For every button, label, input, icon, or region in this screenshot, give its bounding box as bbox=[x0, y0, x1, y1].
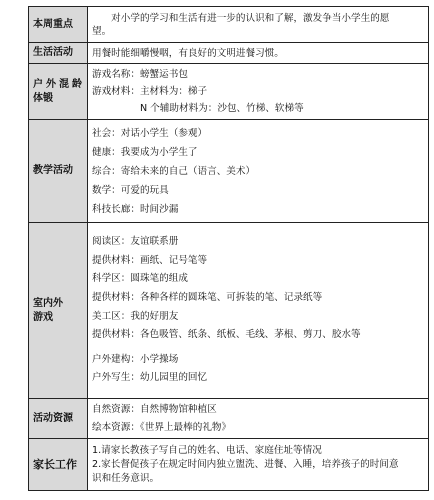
table-row bbox=[29, 439, 429, 491]
table-row bbox=[29, 223, 429, 399]
row-label-resources: 活动资源 bbox=[29, 399, 88, 439]
content-line: 绘本资源：《世界上最棒的礼物》 bbox=[92, 421, 232, 433]
label-line: 户外混龄 bbox=[33, 78, 85, 90]
row-content-teaching bbox=[88, 120, 429, 223]
label-line: 体锻 bbox=[33, 92, 53, 104]
content-line: 户外建构：小学操场 bbox=[92, 353, 179, 365]
label-line: 游戏 bbox=[33, 311, 53, 323]
content-line: 科技长廊：时间沙漏 bbox=[92, 203, 179, 215]
row-label-daily-life: 生活活动 bbox=[29, 43, 88, 64]
content-line: 提供材料：各色吸管、纸条、纸板、毛线、茅根、剪刀、胶水等 bbox=[92, 329, 361, 341]
content-line: 阅读区：友谊联系册 bbox=[92, 236, 179, 248]
content-line: 综合：寄给未来的自己（语言、美术） bbox=[92, 165, 256, 177]
table-row bbox=[29, 43, 429, 64]
row-label-teaching: 教学活动 bbox=[29, 120, 88, 223]
table-row bbox=[29, 7, 429, 43]
content-line: 户外写生：幼儿园里的回忆 bbox=[92, 372, 208, 384]
content-line: 数学：可爱的玩具 bbox=[92, 184, 169, 196]
row-content-indoor-outdoor-games bbox=[88, 223, 429, 399]
row-content-daily-life bbox=[88, 43, 429, 64]
row-content-outdoor-exercise bbox=[88, 64, 429, 120]
row-label-outdoor-exercise bbox=[29, 64, 88, 120]
row-content-weekly-focus bbox=[88, 7, 429, 43]
table-row bbox=[29, 64, 429, 120]
content-line: 科学区：圆珠笔的组成 bbox=[92, 273, 188, 285]
content-line: 1.请家长教孩子写自己的姓名、电话、家庭住址等情况 bbox=[92, 444, 322, 456]
row-content-resources bbox=[88, 399, 429, 439]
content-line: 望。 bbox=[92, 25, 112, 37]
row-content-parent-work bbox=[88, 439, 429, 491]
content-line: 自然资源：自然博物馆种植区 bbox=[92, 403, 217, 415]
content-line: 游戏材料：主材料为：梯子 bbox=[92, 86, 208, 97]
content-line: 游戏名称：螃蟹运书包 bbox=[92, 69, 188, 80]
content-line: 对小学的学习和生活有进一步的认识和了解，激发争当小学生的愿 bbox=[92, 12, 390, 24]
content-line: 美工区：我的好朋友 bbox=[92, 310, 179, 322]
row-label-weekly-focus: 本周重点 bbox=[29, 7, 88, 43]
content-line: 提供材料：各种各样的圆珠笔、可拆装的笔、记录纸等 bbox=[92, 291, 323, 303]
content-line: 用餐时能细嚼慢咽，有良好的文明进餐习惯。 bbox=[92, 47, 284, 59]
label-line: 室内外 bbox=[33, 297, 63, 309]
content-line: 提供材料：画纸、记号笔等 bbox=[92, 254, 208, 266]
content-line: N 个辅助材料为：沙包、竹梯、软梯等 bbox=[92, 103, 304, 114]
content-line: 健康：我要成为小学生了 bbox=[92, 146, 198, 158]
table-row bbox=[29, 120, 429, 223]
row-label-parent-work: 家长工作 bbox=[29, 439, 88, 491]
weekly-plan-table bbox=[28, 6, 429, 491]
row-label-indoor-outdoor-games bbox=[29, 223, 88, 399]
content-line: 2.家长督促孩子在规定时间内独立盥洗、进餐、入睡，培养孩子的时间意 bbox=[92, 458, 399, 470]
table-row bbox=[29, 399, 429, 439]
content-line: 识和任务意识。 bbox=[92, 472, 160, 484]
content-line: 社会：对话小学生（参观） bbox=[92, 127, 208, 139]
